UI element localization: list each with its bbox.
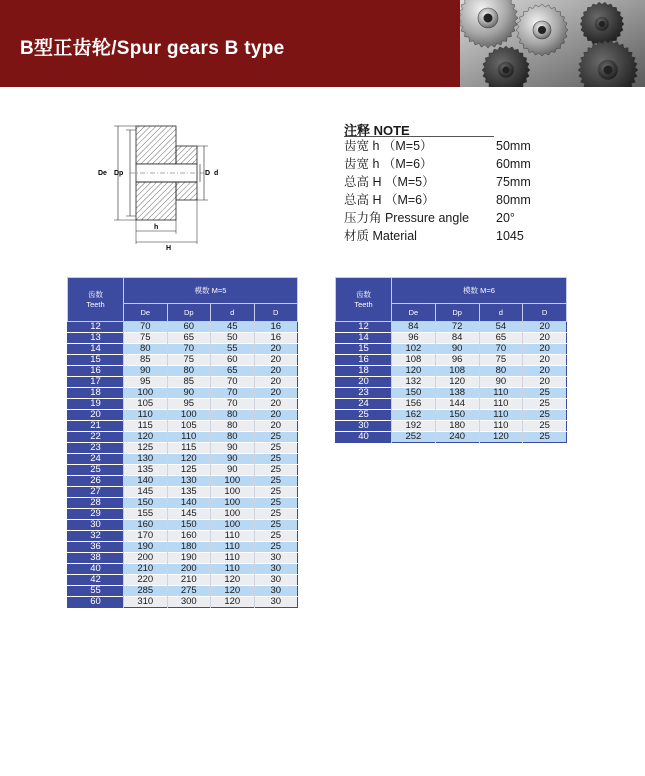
- d-cell: 80: [479, 366, 523, 377]
- De-cell: 120: [124, 432, 168, 443]
- d-cell: 110: [479, 421, 523, 432]
- table-row: [68, 344, 298, 355]
- D-cell: 25: [254, 542, 298, 553]
- d-cell: 110: [211, 564, 255, 575]
- table-row: [68, 487, 298, 498]
- d-cell: 80: [211, 410, 255, 421]
- note-value: 80mm: [496, 193, 531, 207]
- D-cell: 20: [254, 388, 298, 399]
- D-cell: 30: [254, 564, 298, 575]
- Dp-cell: 90: [167, 388, 211, 399]
- De-cell: 220: [124, 575, 168, 586]
- Dp-cell: 120: [167, 454, 211, 465]
- De-cell: 85: [124, 355, 168, 366]
- note-label: 总高 H （M=5）: [344, 175, 435, 189]
- D-cell: 25: [254, 509, 298, 520]
- De-cell: 84: [392, 322, 436, 333]
- label-Dp: Dp: [114, 170, 124, 177]
- D-cell: 30: [254, 575, 298, 586]
- table-row: [68, 509, 298, 520]
- column-header-d: d: [211, 304, 255, 322]
- Dp-cell: 85: [167, 377, 211, 388]
- D-cell: 20: [523, 333, 567, 344]
- table-body: [68, 322, 298, 608]
- teeth-header-en: Teeth: [86, 299, 105, 309]
- Dp-cell: 125: [167, 465, 211, 476]
- teeth-header: [336, 278, 392, 322]
- table-row: [336, 399, 567, 410]
- De-cell: 80: [124, 344, 168, 355]
- d-cell: 70: [479, 344, 523, 355]
- De-cell: 155: [124, 509, 168, 520]
- table-row: [336, 366, 567, 377]
- Dp-cell: 138: [435, 388, 479, 399]
- column-header-De: De: [124, 304, 168, 322]
- d-cell: 45: [211, 322, 255, 333]
- note-label: 材质 Material: [344, 229, 417, 243]
- De-cell: 252: [392, 432, 436, 443]
- d-cell: 100: [211, 520, 255, 531]
- table-row: [68, 443, 298, 454]
- note-value: 75mm: [496, 175, 531, 189]
- teeth-header: [68, 278, 124, 322]
- Dp-cell: 160: [167, 531, 211, 542]
- teeth-cell: 30: [336, 421, 392, 432]
- Dp-cell: 80: [167, 366, 211, 377]
- D-cell: 25: [254, 443, 298, 454]
- d-cell: 110: [211, 531, 255, 542]
- teeth-cell: 15: [336, 344, 392, 355]
- teeth-cell: 27: [68, 487, 124, 498]
- Dp-cell: 180: [167, 542, 211, 553]
- spec-table-m6: [335, 277, 567, 443]
- table-row: [336, 421, 567, 432]
- d-cell: 100: [211, 498, 255, 509]
- d-cell: 70: [211, 388, 255, 399]
- label-H: H: [166, 245, 172, 252]
- De-cell: 125: [124, 443, 168, 454]
- Dp-cell: 90: [435, 344, 479, 355]
- Dp-cell: 140: [167, 498, 211, 509]
- note-row: [344, 173, 584, 191]
- De-cell: 120: [392, 366, 436, 377]
- D-cell: 25: [523, 432, 567, 443]
- De-cell: 192: [392, 421, 436, 432]
- Dp-cell: 200: [167, 564, 211, 575]
- D-cell: 30: [254, 597, 298, 608]
- De-cell: 210: [124, 564, 168, 575]
- teeth-cell: 36: [68, 542, 124, 553]
- teeth-cell: 16: [68, 366, 124, 377]
- note-section: [344, 120, 584, 245]
- note-row: [344, 209, 584, 227]
- D-cell: 20: [523, 377, 567, 388]
- table-row: [68, 322, 298, 333]
- D-cell: 20: [254, 377, 298, 388]
- d-cell: 120: [479, 432, 523, 443]
- D-cell: 16: [254, 333, 298, 344]
- Dp-cell: 180: [435, 421, 479, 432]
- page-title: B型正齿轮/Spur gears B type: [20, 38, 285, 59]
- teeth-cell: 14: [336, 333, 392, 344]
- D-cell: 20: [254, 421, 298, 432]
- Dp-cell: 60: [167, 322, 211, 333]
- D-cell: 25: [254, 531, 298, 542]
- Dp-cell: 95: [167, 399, 211, 410]
- teeth-cell: 14: [68, 344, 124, 355]
- Dp-cell: 130: [167, 476, 211, 487]
- D-cell: 20: [254, 344, 298, 355]
- table-row: [68, 531, 298, 542]
- De-cell: 145: [124, 487, 168, 498]
- d-cell: 80: [211, 432, 255, 443]
- De-cell: 285: [124, 586, 168, 597]
- d-cell: 55: [211, 344, 255, 355]
- De-cell: 150: [124, 498, 168, 509]
- teeth-cell: 12: [336, 322, 392, 333]
- module-header: 模数 M=5: [124, 278, 298, 304]
- teeth-cell: 24: [336, 399, 392, 410]
- D-cell: 25: [254, 487, 298, 498]
- Dp-cell: 275: [167, 586, 211, 597]
- De-cell: 90: [124, 366, 168, 377]
- De-cell: 70: [124, 322, 168, 333]
- teeth-cell: 23: [336, 388, 392, 399]
- Dp-cell: 96: [435, 355, 479, 366]
- label-De: De: [98, 170, 107, 177]
- D-cell: 16: [254, 322, 298, 333]
- d-cell: 120: [211, 575, 255, 586]
- column-header-Dp: Dp: [435, 304, 479, 322]
- table-row: [68, 399, 298, 410]
- table-row: [336, 344, 567, 355]
- De-cell: 75: [124, 333, 168, 344]
- teeth-cell: 38: [68, 553, 124, 564]
- Dp-cell: 190: [167, 553, 211, 564]
- d-cell: 110: [211, 553, 255, 564]
- D-cell: 25: [523, 399, 567, 410]
- note-label: 齿宽 h （M=5）: [344, 139, 433, 153]
- D-cell: 20: [254, 355, 298, 366]
- note-row: [344, 155, 584, 173]
- De-cell: 140: [124, 476, 168, 487]
- d-cell: 90: [211, 465, 255, 476]
- table-row: [68, 575, 298, 586]
- teeth-cell: 12: [68, 322, 124, 333]
- D-cell: 25: [254, 476, 298, 487]
- d-cell: 120: [211, 597, 255, 608]
- Dp-cell: 210: [167, 575, 211, 586]
- teeth-cell: 23: [68, 443, 124, 454]
- table-row: [68, 377, 298, 388]
- D-cell: 20: [254, 366, 298, 377]
- Dp-cell: 100: [167, 410, 211, 421]
- d-cell: 110: [479, 410, 523, 421]
- d-cell: 90: [211, 443, 255, 454]
- column-header-d: d: [479, 304, 523, 322]
- Dp-cell: 75: [167, 355, 211, 366]
- table-row: [68, 355, 298, 366]
- table-row: [336, 333, 567, 344]
- teeth-cell: 15: [68, 355, 124, 366]
- d-cell: 70: [211, 377, 255, 388]
- d-cell: 75: [479, 355, 523, 366]
- column-header-Dp: Dp: [167, 304, 211, 322]
- table-row: [68, 520, 298, 531]
- Dp-cell: 240: [435, 432, 479, 443]
- Dp-cell: 120: [435, 377, 479, 388]
- table-row: [68, 333, 298, 344]
- teeth-cell: 18: [336, 366, 392, 377]
- d-cell: 65: [211, 366, 255, 377]
- note-value: 60mm: [496, 157, 531, 171]
- D-cell: 20: [254, 410, 298, 421]
- note-label: 压力角 Pressure angle: [344, 211, 470, 225]
- d-cell: 50: [211, 333, 255, 344]
- Dp-cell: 135: [167, 487, 211, 498]
- note-row: [344, 227, 584, 245]
- D-cell: 30: [254, 553, 298, 564]
- d-cell: 100: [211, 509, 255, 520]
- table-row: [336, 410, 567, 421]
- teeth-cell: 20: [68, 410, 124, 421]
- table-row: [68, 542, 298, 553]
- Dp-cell: 150: [167, 520, 211, 531]
- D-cell: 25: [523, 388, 567, 399]
- teeth-cell: 28: [68, 498, 124, 509]
- De-cell: 95: [124, 377, 168, 388]
- De-cell: 200: [124, 553, 168, 564]
- note-row: [344, 137, 584, 155]
- d-cell: 90: [479, 377, 523, 388]
- teeth-cell: 20: [336, 377, 392, 388]
- De-cell: 162: [392, 410, 436, 421]
- d-cell: 65: [479, 333, 523, 344]
- Dp-cell: 108: [435, 366, 479, 377]
- header-banner: [0, 0, 645, 87]
- table-row: [336, 322, 567, 333]
- teeth-cell: 21: [68, 421, 124, 432]
- column-header-D: D: [523, 304, 567, 322]
- Dp-cell: 84: [435, 333, 479, 344]
- teeth-cell: 19: [68, 399, 124, 410]
- column-header-De: De: [392, 304, 436, 322]
- De-cell: 115: [124, 421, 168, 432]
- d-cell: 120: [211, 586, 255, 597]
- teeth-cell: 42: [68, 575, 124, 586]
- table-row: [68, 410, 298, 421]
- teeth-cell: 25: [68, 465, 124, 476]
- gear-product-photo: [460, 0, 645, 87]
- label-d: d: [214, 170, 219, 177]
- module-header: 模数 M=6: [392, 278, 567, 304]
- Dp-cell: 150: [435, 410, 479, 421]
- table-row: [68, 498, 298, 509]
- table-body: [336, 322, 567, 443]
- D-cell: 20: [523, 366, 567, 377]
- De-cell: 102: [392, 344, 436, 355]
- De-cell: 170: [124, 531, 168, 542]
- D-cell: 25: [254, 465, 298, 476]
- D-cell: 25: [254, 520, 298, 531]
- teeth-cell: 24: [68, 454, 124, 465]
- d-cell: 60: [211, 355, 255, 366]
- D-cell: 25: [254, 454, 298, 465]
- Dp-cell: 145: [167, 509, 211, 520]
- d-cell: 70: [211, 399, 255, 410]
- teeth-cell: 40: [336, 432, 392, 443]
- teeth-cell: 22: [68, 432, 124, 443]
- D-cell: 30: [254, 586, 298, 597]
- table-row: [68, 366, 298, 377]
- teeth-cell: 26: [68, 476, 124, 487]
- teeth-header-cn: 齿数: [88, 289, 103, 299]
- table-row: [336, 432, 567, 443]
- De-cell: 108: [392, 355, 436, 366]
- De-cell: 160: [124, 520, 168, 531]
- note-title: 注释 NOTE: [344, 120, 494, 137]
- Dp-cell: 65: [167, 333, 211, 344]
- teeth-cell: 13: [68, 333, 124, 344]
- De-cell: 130: [124, 454, 168, 465]
- De-cell: 105: [124, 399, 168, 410]
- table-row: [68, 465, 298, 476]
- spec-table-m5: [67, 277, 298, 608]
- column-header-D: D: [254, 304, 298, 322]
- d-cell: 100: [211, 476, 255, 487]
- Dp-cell: 105: [167, 421, 211, 432]
- table-row: [68, 388, 298, 399]
- Dp-cell: 144: [435, 399, 479, 410]
- d-cell: 80: [211, 421, 255, 432]
- d-cell: 90: [211, 454, 255, 465]
- note-row: [344, 191, 584, 209]
- table-row: [68, 476, 298, 487]
- d-cell: 100: [211, 487, 255, 498]
- Dp-cell: 70: [167, 344, 211, 355]
- Dp-cell: 115: [167, 443, 211, 454]
- D-cell: 20: [523, 344, 567, 355]
- note-value: 1045: [496, 229, 524, 243]
- Dp-cell: 72: [435, 322, 479, 333]
- note-label: 齿宽 h （M=6）: [344, 157, 433, 171]
- table-row: [68, 597, 298, 608]
- table-row: [68, 564, 298, 575]
- D-cell: 25: [523, 410, 567, 421]
- De-cell: 100: [124, 388, 168, 399]
- table-row: [68, 586, 298, 597]
- teeth-cell: 30: [68, 520, 124, 531]
- d-cell: 110: [479, 399, 523, 410]
- table-row: [336, 377, 567, 388]
- table-row: [68, 553, 298, 564]
- note-value: 20°: [496, 211, 515, 225]
- table-row: [68, 454, 298, 465]
- Dp-cell: 300: [167, 597, 211, 608]
- D-cell: 20: [523, 322, 567, 333]
- table-row: [336, 355, 567, 366]
- Dp-cell: 110: [167, 432, 211, 443]
- gear-cross-section-diagram: [96, 118, 231, 253]
- d-cell: 110: [211, 542, 255, 553]
- D-cell: 25: [254, 432, 298, 443]
- teeth-cell: 29: [68, 509, 124, 520]
- De-cell: 132: [392, 377, 436, 388]
- teeth-cell: 55: [68, 586, 124, 597]
- De-cell: 110: [124, 410, 168, 421]
- d-cell: 54: [479, 322, 523, 333]
- table-row: [336, 388, 567, 399]
- teeth-cell: 32: [68, 531, 124, 542]
- note-list: [344, 137, 584, 245]
- D-cell: 25: [254, 498, 298, 509]
- steel-gear-medium: [516, 4, 568, 56]
- De-cell: 190: [124, 542, 168, 553]
- De-cell: 150: [392, 388, 436, 399]
- label-h: h: [154, 224, 159, 231]
- De-cell: 310: [124, 597, 168, 608]
- table-row: [68, 421, 298, 432]
- note-value: 50mm: [496, 139, 531, 153]
- D-cell: 20: [523, 355, 567, 366]
- De-cell: 96: [392, 333, 436, 344]
- d-cell: 110: [479, 388, 523, 399]
- De-cell: 156: [392, 399, 436, 410]
- D-cell: 25: [523, 421, 567, 432]
- teeth-cell: 40: [68, 564, 124, 575]
- teeth-cell: 16: [336, 355, 392, 366]
- teeth-cell: 18: [68, 388, 124, 399]
- table-row: [68, 432, 298, 443]
- D-cell: 20: [254, 399, 298, 410]
- teeth-cell: 25: [336, 410, 392, 421]
- teeth-cell: 17: [68, 377, 124, 388]
- teeth-cell: 60: [68, 597, 124, 608]
- teeth-header-en: Teeth: [354, 299, 373, 309]
- note-label: 总高 H （M=6）: [344, 193, 435, 207]
- De-cell: 135: [124, 465, 168, 476]
- teeth-header-cn: 齿数: [356, 289, 371, 299]
- label-D: D: [205, 170, 211, 177]
